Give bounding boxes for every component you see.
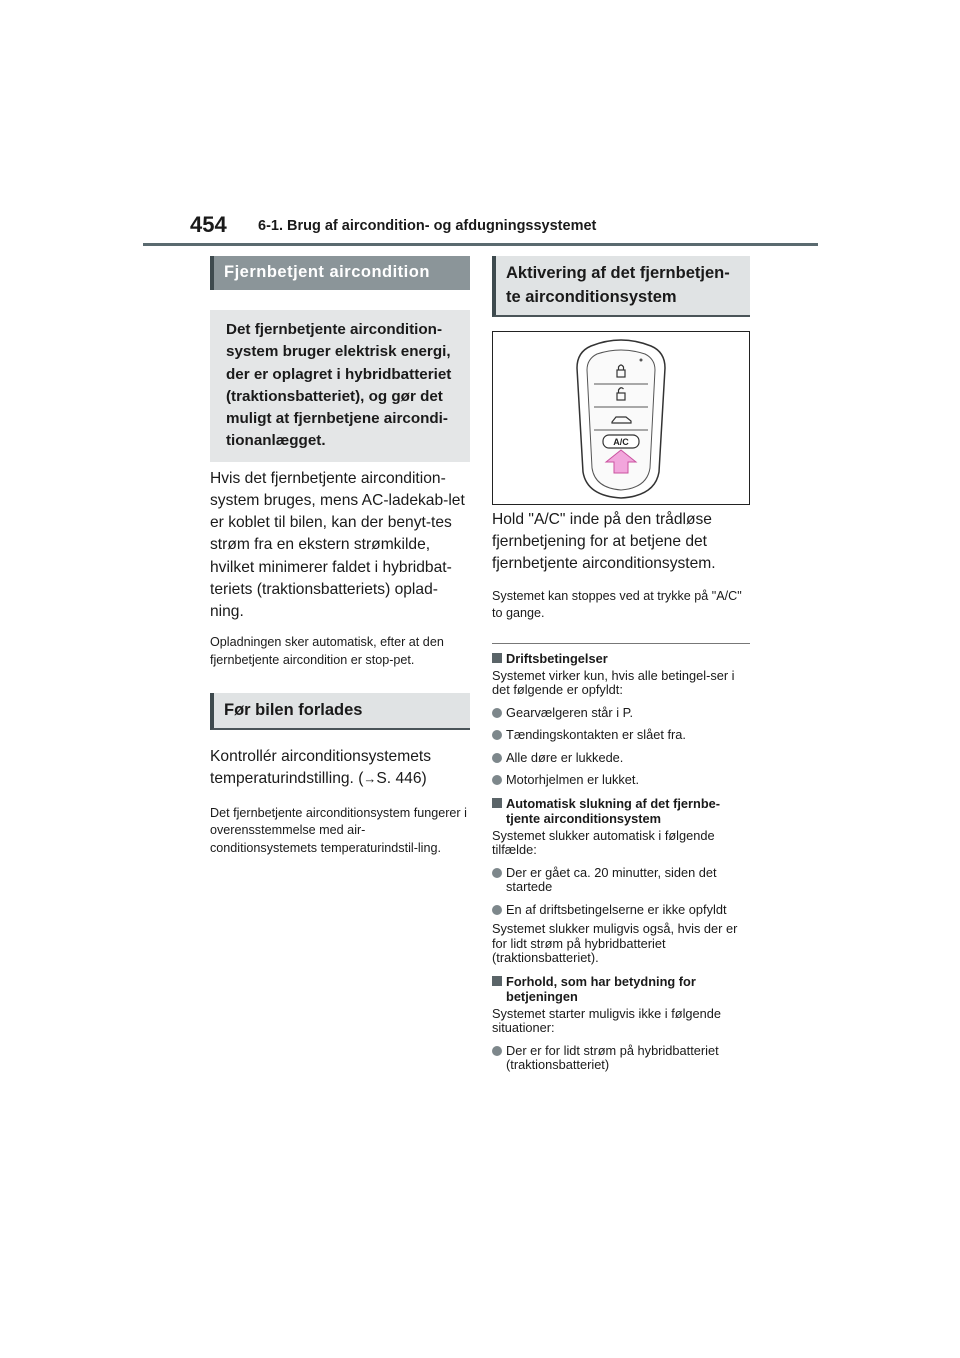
check-temp-text: Kontrollér airconditionsystemets temperaturindstilling. ( <box>210 748 432 788</box>
section-heading-before-leaving: Før bilen forlades <box>210 693 470 730</box>
list-item <box>492 728 750 743</box>
square-bullet-icon <box>492 976 502 986</box>
list-item-text: En af driftsbetingelserne er ikke opfyldt <box>506 901 727 917</box>
summary-box: Det fjernbetjente aircondition-system bruger elektrisk energi, der er oplagret i hybridbatteriet (traktionsbatteriet), og gør det muligt at fjernbetjene aircondi-tionanlægget. <box>210 310 470 462</box>
keyfob-illustration <box>492 331 750 505</box>
note-heading-auto-off: Automatisk slukning af det fjernbe-tjente airconditionsystem <box>492 796 750 826</box>
list-item-text: Tændingskontakten er slået fra. <box>506 727 686 743</box>
list-item <box>492 866 750 895</box>
section-heading-activation: Aktivering af det fjernbetjen-te airconditionsystem <box>492 256 750 317</box>
round-bullet-icon <box>492 1046 502 1056</box>
list-item-text: Gearvælgeren står i P. <box>506 704 634 720</box>
note-temp-setting: Det fjernbetjente airconditionsystem fungerer i overensstemmelse med air-conditionsystemets temperaturindstil-ling. <box>210 805 467 855</box>
note-heading-factors: Forhold, som har betydning for betjeningen <box>492 974 750 1004</box>
list-item <box>492 706 750 721</box>
keyfob-icon <box>493 332 749 504</box>
round-bullet-icon <box>492 905 502 915</box>
right-column <box>492 256 750 1073</box>
paragraph-hold-ac: Hold "A/C" inde på den trådløse fjernbetjening for at betjene det fjernbetjente airconditionsystem. <box>492 511 716 573</box>
list-item <box>492 1044 750 1073</box>
round-bullet-icon <box>492 868 502 878</box>
list-item-text: Alle døre er lukkede. <box>506 749 624 765</box>
round-bullet-icon <box>492 775 502 785</box>
square-bullet-icon <box>492 653 502 663</box>
page-ref-arrow-icon: → <box>363 771 377 787</box>
round-bullet-icon <box>492 708 502 718</box>
note-heading-operating-conditions: Driftsbetingelser <box>492 651 750 666</box>
page-ref-link[interactable]: S. 446) <box>376 770 427 788</box>
list-item <box>492 773 750 788</box>
note-charging: Opladningen sker automatisk, efter at den fjernbetjente aircondition er stop-pet. <box>210 635 444 667</box>
list-item-text: Der er for lidt strøm på hybridbatteriet (traktionsbatteriet) <box>506 1042 719 1073</box>
list-item-text: Der er gået ca. 20 minutter, siden det startede <box>506 864 717 895</box>
round-bullet-icon <box>492 730 502 740</box>
note-text-auto-off: Systemet slukker automatisk i følgende tilfælde: <box>492 827 715 858</box>
ac-button-label: A/C <box>613 437 629 447</box>
note-text-factors: Systemet starter muligvis ikke i følgende situationer: <box>492 1005 722 1036</box>
left-column <box>210 256 470 857</box>
header-rule <box>143 243 818 246</box>
bullet-list-conditions <box>492 706 750 788</box>
note-text-conditions: Systemet virker kun, hvis alle betingel-ser i det følgende er opfyldt: <box>492 667 735 698</box>
paragraph-check-temp <box>210 746 470 790</box>
bullet-list-auto-off <box>492 866 750 918</box>
round-bullet-icon <box>492 753 502 763</box>
list-item-text: Motorhjelmen er lukket. <box>506 772 639 788</box>
square-bullet-icon <box>492 798 502 808</box>
list-item <box>492 903 750 918</box>
divider <box>492 643 750 644</box>
page-number: 454 <box>190 212 227 237</box>
note-stop: Systemet kan stoppes ved at trykke på "A/C" to gange. <box>492 588 742 621</box>
bullet-list-factors <box>492 1044 750 1073</box>
note-text-low-power: Systemet slukker muligvis også, hvis der er for lidt strøm på hybridbatteriet (traktionsbatteriet). <box>492 921 738 966</box>
chapter-title: 6-1. Brug af aircondition- og afdugningssystemet <box>258 218 597 234</box>
paragraph-remote-ac: Hvis det fjernbetjente aircondition-system bruges, mens AC-ladekab-let er koblet til bilen, kan der benyt-tes strøm fra en ekstern strømkilde, hvilket minimerer faldet i hybridbat-teriets (traktionsbatteriets) oplad-ning. <box>210 469 465 620</box>
section-heading-remote-ac: Fjernbetjent aircondition <box>210 256 470 290</box>
list-item <box>492 751 750 766</box>
